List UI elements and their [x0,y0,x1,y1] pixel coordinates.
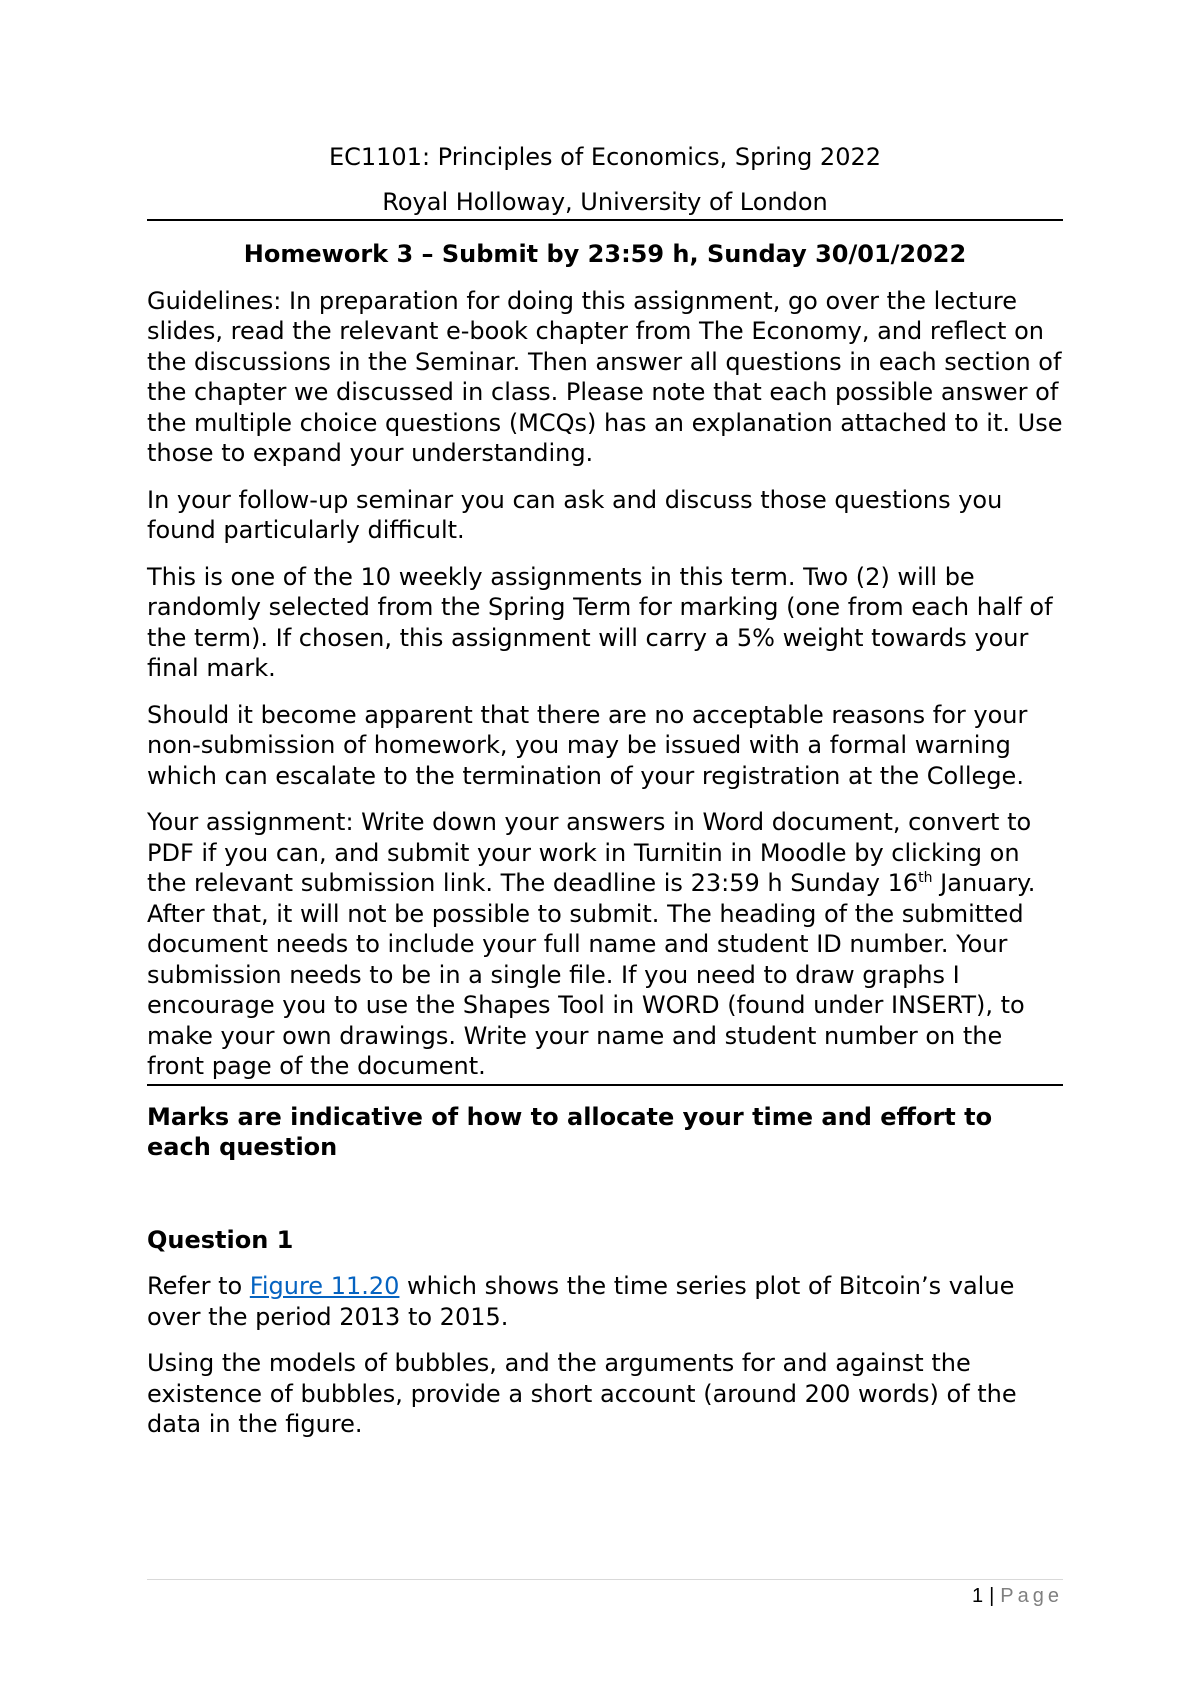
ordinal-suffix: th [918,870,933,886]
institution-name: Royal Holloway, University of London [147,187,1063,222]
warning-paragraph: Should it become apparent that there are no acceptable reasons for your non-submission of homework, you may be issued with a formal warning which can escalate to the termination of your registration at the College. [147,700,1028,790]
assignment-text-part2: January. After that, it will not be possible to submit. The heading of the submitted document needs to include your full name and student ID number. Your submission needs to be in a single file. If you need to draw graphs I encourage you to use the Shapes Tool in WORD (found under INSERT), to make your own drawings. Write your name and student number on the front page of the document. [147,869,1036,1080]
question-1-text-before: Refer to [147,1272,250,1300]
course-title: EC1101: Principles of Economics, Spring 2022 [328,143,882,171]
assignment-instructions-paragraph [147,807,1063,1086]
page-footer [972,1585,1063,1608]
footer-separator: | [989,1585,995,1607]
page-number: 1 [971,1585,984,1607]
document-page [147,142,1063,1440]
figure-link[interactable]: Figure 11.20 [249,1272,400,1300]
page-label: Page [1000,1585,1063,1607]
question-1-reference [147,1271,1063,1332]
footer-divider [147,1579,1063,1580]
question-1-heading: Question 1 [147,1225,294,1254]
marks-note: Marks are indicative of how to allocate your time and effort to each question [147,1102,993,1161]
weekly-assignments-paragraph: This is one of the 10 weekly assignments in this term. Two (2) will be randomly selected from the Spring Term for marking (one from each half of the term). If chosen, this assignment will carry a 5% weight towards your final mark. [147,562,1053,682]
question-1-task: Using the models of bubbles, and the arguments for and against the existence of bubbles, provide a short account (around 200 words) of the data in the figure. [147,1349,1017,1438]
assignment-text-part1: Your assignment: Write down your answers in Word document, convert to PDF if you can, and submit your work in Turnitin in Moodle by clicking on the relevant submission link. The deadline is 23:59 h Sunday 16 [147,808,1032,897]
homework-title: Homework 3 – Submit by 23:59 h, Sunday 30/01/2022 [243,240,967,268]
question-1-text-after: which shows the time series plot of Bitcoin’s value over the period 2013 to 2015. [147,1272,1015,1331]
guidelines-paragraph: Guidelines: In preparation for doing this assignment, go over the lecture slides, read the relevant e-book chapter from The Economy, and reflect on the discussions in the Seminar. Then answer all questions in each section of the chapter we discussed in class. Please note that each possible answer of the multiple choice questions (MCQs) has an explanation attached to it. Use those to expand your understanding. [147,286,1063,467]
follow-up-paragraph: In your follow-up seminar you can ask and discuss those questions you found particularly difficult. [147,485,1003,544]
